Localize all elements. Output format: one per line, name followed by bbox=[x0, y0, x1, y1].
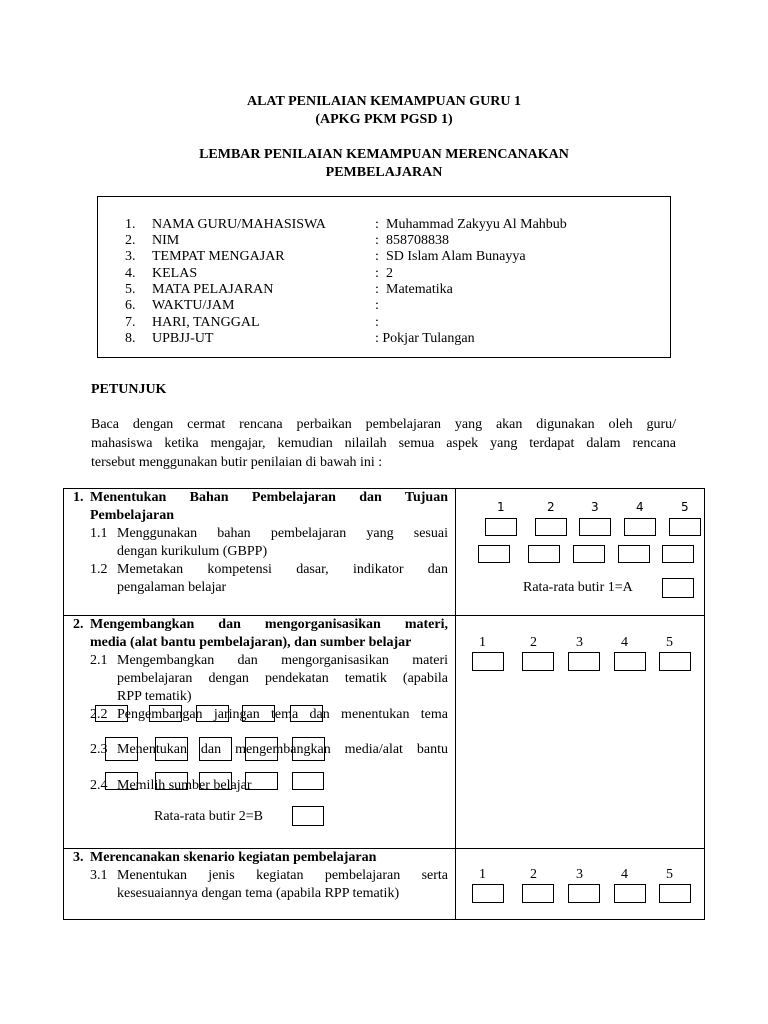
s1-item2-score-4[interactable] bbox=[618, 545, 650, 563]
section3-item-1-number: 3.1 bbox=[90, 868, 108, 883]
instructions-line-3: tersebut menggunakan butir penilaian di bawah ini : bbox=[91, 455, 383, 470]
section2-item-1-line-2: pembelajaran dengan pendekatan tematik (apabila bbox=[117, 671, 448, 686]
section1-item-2-line-1: Memetakan kompetensi dasar, indikator dan bbox=[117, 562, 448, 577]
s1-item2-score-3[interactable] bbox=[573, 545, 605, 563]
identity-row-label: WAKTU/JAM bbox=[152, 298, 235, 313]
section2-item-4-line-1: Memilih sumber belajar bbox=[117, 778, 252, 793]
s1-item1-score-3[interactable] bbox=[579, 518, 611, 536]
section2-item-1-number: 2.1 bbox=[90, 653, 108, 668]
s2-scale-2: 2 bbox=[530, 635, 537, 650]
identity-row-label: HARI, TANGGAL bbox=[152, 315, 260, 330]
section2-number: 2. bbox=[73, 617, 84, 632]
s1-item1-score-1[interactable] bbox=[485, 518, 517, 536]
s2-item4-score-4[interactable] bbox=[245, 772, 278, 790]
identity-row-label: NAMA GURU/MAHASISWA bbox=[152, 217, 326, 232]
s2-item2-score-5[interactable] bbox=[290, 705, 323, 722]
title-line-2: (APKG PKM PGSD 1) bbox=[315, 112, 453, 127]
section1-item-2-line-2: pengalaman belajar bbox=[117, 580, 227, 595]
row-divider-1 bbox=[63, 615, 705, 616]
s1-scale-4: 4 bbox=[636, 500, 644, 514]
identity-row-number: 2. bbox=[125, 233, 136, 248]
s3-scale-2: 2 bbox=[530, 867, 537, 882]
s2-item4-score-2[interactable] bbox=[155, 772, 188, 790]
s2-scale-1: 1 bbox=[479, 635, 486, 650]
identity-row-separator: : bbox=[375, 233, 379, 248]
s1-item2-score-1[interactable] bbox=[478, 545, 510, 563]
s2-item4-score-5[interactable] bbox=[292, 772, 324, 790]
section1-item-1-number: 1.1 bbox=[90, 526, 108, 541]
section1-item-1-line-1: Menggunakan bahan pembelajaran yang sesuai bbox=[117, 526, 448, 541]
identity-row-number: 5. bbox=[125, 282, 136, 297]
instructions-heading: PETUNJUK bbox=[91, 382, 167, 397]
identity-row-number: 8. bbox=[125, 331, 136, 346]
section2-item-1-line-3: RPP tematik) bbox=[117, 689, 192, 704]
identity-row-separator: : bbox=[375, 282, 379, 297]
instructions-line-2: mahasiswa ketika mengajar, kemudian nilailah semua aspek yang terdapat dalam rencana bbox=[91, 436, 676, 451]
identity-row-label: TEMPAT MENGAJAR bbox=[152, 249, 285, 264]
identity-row-separator: : bbox=[375, 298, 379, 313]
section2-item-3-line-1: Menentukan dan mengembangkan media/alat bantu bbox=[117, 742, 448, 757]
section2-item-4-number: 2.4 bbox=[90, 778, 108, 793]
section2-item-2-number: 2.2 bbox=[90, 707, 108, 722]
identity-row-separator: : bbox=[375, 249, 379, 264]
s2-item3-score-5[interactable] bbox=[292, 737, 325, 761]
title-line-3: LEMBAR PENILAIAN KEMAMPUAN MERENCANAKAN bbox=[199, 147, 569, 162]
identity-row-value: 2 bbox=[386, 266, 393, 281]
section1-item-2-number: 1.2 bbox=[90, 562, 108, 577]
s2-item1-score-4[interactable] bbox=[614, 652, 646, 671]
section1-title-line-1: Menentukan Bahan Pembelajaran dan Tujuan bbox=[90, 490, 448, 505]
s1-scale-5: 5 bbox=[681, 500, 689, 514]
section2-item-1-line-1: Mengembangkan dan mengorganisasikan materi bbox=[117, 653, 448, 668]
section2-title-line-2: media (alat bantu pembelajaran), dan sumber belajar bbox=[90, 635, 412, 650]
column-divider bbox=[455, 488, 456, 920]
identity-row-number: 3. bbox=[125, 249, 136, 264]
s2-item2-score-3[interactable] bbox=[196, 705, 229, 722]
identity-row-label: UPBJJ-UT bbox=[152, 331, 214, 346]
section3-number: 3. bbox=[73, 850, 84, 865]
identity-row-number: 7. bbox=[125, 315, 136, 330]
s2-item4-score-1[interactable] bbox=[105, 772, 138, 790]
identity-row-value: Muhammad Zakyyu Al Mahbub bbox=[386, 217, 567, 232]
s1-average-label: Rata-rata butir 1=A bbox=[523, 580, 633, 595]
s2-scale-5: 5 bbox=[666, 635, 673, 650]
identity-row-separator: : bbox=[375, 315, 379, 330]
identity-row-label: MATA PELAJARAN bbox=[152, 282, 274, 297]
s1-scale-1: 1 bbox=[497, 500, 505, 514]
s3-item1-score-1[interactable] bbox=[472, 884, 504, 903]
s3-scale-3: 3 bbox=[576, 867, 583, 882]
section2-item-2-line-1: Pengembangan jaringan tema dan menentukan tema bbox=[117, 707, 448, 722]
s1-average-box[interactable] bbox=[662, 578, 694, 598]
s2-item2-score-4[interactable] bbox=[242, 705, 275, 722]
s1-item1-score-5[interactable] bbox=[669, 518, 701, 536]
identity-row-number: 1. bbox=[125, 217, 136, 232]
identity-row-label: KELAS bbox=[152, 266, 198, 281]
s2-item3-score-2[interactable] bbox=[155, 737, 188, 761]
s2-scale-4: 4 bbox=[621, 635, 628, 650]
section2-item-3-number: 2.3 bbox=[90, 742, 108, 757]
s2-item1-score-3[interactable] bbox=[568, 652, 600, 671]
instructions-line-1: Baca dengan cermat rencana perbaikan pembelajaran yang akan digunakan oleh guru/ bbox=[91, 417, 676, 432]
s3-scale-1: 1 bbox=[479, 867, 486, 882]
identity-row-separator: : bbox=[375, 266, 379, 281]
s3-item1-score-5[interactable] bbox=[659, 884, 691, 903]
section2-title-line-1: Mengembangkan dan mengorganisasikan materi, bbox=[90, 617, 448, 632]
row-divider-2 bbox=[63, 848, 705, 849]
identity-row-separator: : bbox=[375, 217, 379, 232]
s2-item1-score-5[interactable] bbox=[659, 652, 691, 671]
identity-row-number: 6. bbox=[125, 298, 136, 313]
section3-item-1-line-2: kesesuaiannya dengan tema (apabila RPP tematik) bbox=[117, 886, 400, 901]
section3-title: Merencanakan skenario kegiatan pembelajaran bbox=[90, 850, 377, 865]
section1-title-line-2: Pembelajaran bbox=[90, 508, 174, 523]
s2-item3-score-3[interactable] bbox=[199, 737, 232, 761]
s3-scale-5: 5 bbox=[666, 867, 673, 882]
s1-item2-score-2[interactable] bbox=[528, 545, 560, 563]
s3-item1-score-2[interactable] bbox=[522, 884, 554, 903]
s2-item3-score-4[interactable] bbox=[245, 737, 278, 761]
identity-row-value: Matematika bbox=[386, 282, 453, 297]
identity-row-separator: : Pokjar Tulangan bbox=[375, 331, 475, 346]
title-line-4: PEMBELAJARAN bbox=[325, 165, 443, 180]
s3-item1-score-4[interactable] bbox=[614, 884, 646, 903]
identity-row-value: 858708838 bbox=[386, 233, 449, 248]
section1-item-1-line-2: dengan kurikulum (GBPP) bbox=[117, 544, 268, 559]
identity-row-number: 4. bbox=[125, 266, 136, 281]
s1-item1-score-4[interactable] bbox=[624, 518, 656, 536]
s3-item1-score-3[interactable] bbox=[568, 884, 600, 903]
section3-item-1-line-1: Menentukan jenis kegiatan pembelajaran serta bbox=[117, 868, 448, 883]
title-line-1: ALAT PENILAIAN KEMAMPUAN GURU 1 bbox=[246, 94, 522, 109]
s2-scale-3: 3 bbox=[576, 635, 583, 650]
s2-item2-score-1[interactable] bbox=[95, 705, 128, 722]
section1-number: 1. bbox=[73, 490, 84, 505]
s2-item3-score-1[interactable] bbox=[105, 737, 138, 761]
s1-item1-score-2[interactable] bbox=[535, 518, 567, 536]
s2-item2-score-2[interactable] bbox=[149, 705, 182, 722]
identity-row-label: NIM bbox=[152, 233, 180, 248]
identity-row-value: SD Islam Alam Bunayya bbox=[386, 249, 526, 264]
s2-item4-score-3[interactable] bbox=[199, 772, 232, 790]
s1-item2-score-5[interactable] bbox=[662, 545, 694, 563]
s3-scale-4: 4 bbox=[621, 867, 628, 882]
s2-average-label: Rata-rata butir 2=B bbox=[154, 809, 263, 824]
s1-scale-3: 3 bbox=[591, 500, 599, 514]
s2-average-box[interactable] bbox=[292, 806, 324, 826]
s2-item1-score-1[interactable] bbox=[472, 652, 504, 671]
s1-scale-2: 2 bbox=[547, 500, 555, 514]
s2-item1-score-2[interactable] bbox=[522, 652, 554, 671]
